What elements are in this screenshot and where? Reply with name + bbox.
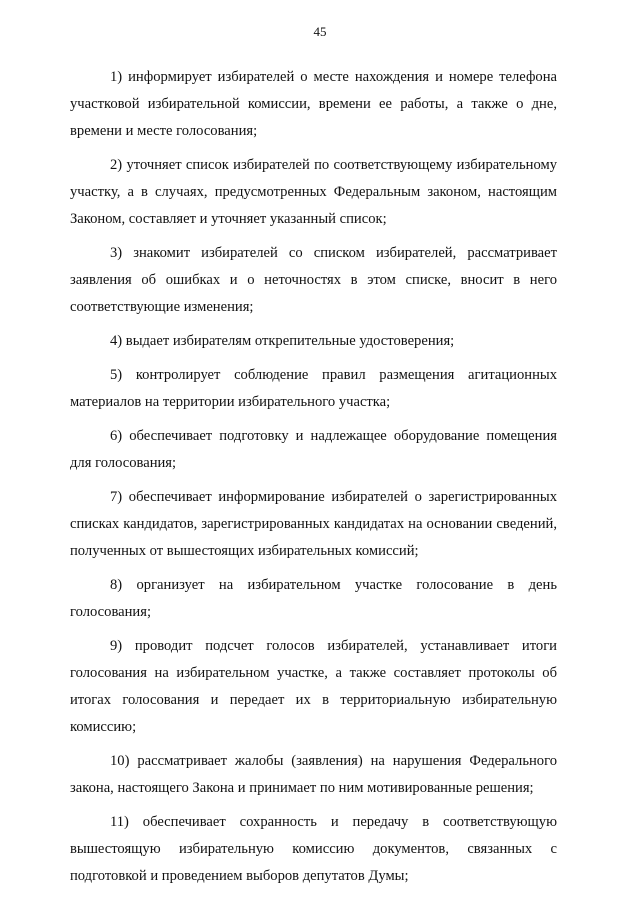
list-item-2: 2) уточняет список избирателей по соответствующему избирательному участку, а в случаях, предусмотренных Федеральным законом, настоящим Законом, составляет и уточняет указанный список; [70,157,557,227]
list-item-6: 6) обеспечивает подготовку и надлежащее оборудование помещения для голосования; [70,428,557,471]
page-number: 45 [313,24,327,39]
list-item-4: 4) выдает избирателям открепительные удостоверения; [110,333,455,349]
list-item-9: 9) проводит подсчет голосов избирателей, устанавливает итоги голосования на избирательном участке, а также составляет протоколы об итогах голосования и передает их в территориальную избирательную комиссию; [70,638,557,735]
document-body [70,64,557,897]
list-item-3: 3) знакомит избирателей со списком избирателей, рассматривает заявления об ошибках и о неточностях в этом списке, вносит в него соответствующие изменения; [70,245,557,315]
list-item-11: 11) обеспечивает сохранность и передачу в соответствующую вышестоящую избирательную комиссию документов, связанных с подготовкой и проведением выборов депутатов Думы; [70,814,557,884]
list-item-10: 10) рассматривает жалобы (заявления) на нарушения Федерального закона, настоящего Закона и принимает по ним мотивированные решения; [70,753,557,796]
list-item-7: 7) обеспечивает информирование избирателей о зарегистрированных списках кандидатов, зарегистрированных кандидатах на основании сведений, полученных от вышестоящих избирательных комиссий; [70,489,557,559]
list-item-1: 1) информирует избирателей о месте нахождения и номере телефона участковой избирательной комиссии, времени ее работы, а также о дне, времени и месте голосования; [70,69,557,139]
list-item-5: 5) контролирует соблюдение правил размещения агитационных материалов на территории избирательного участка; [70,367,557,410]
list-item-8: 8) организует на избирательном участке голосование в день голосования; [70,577,557,620]
